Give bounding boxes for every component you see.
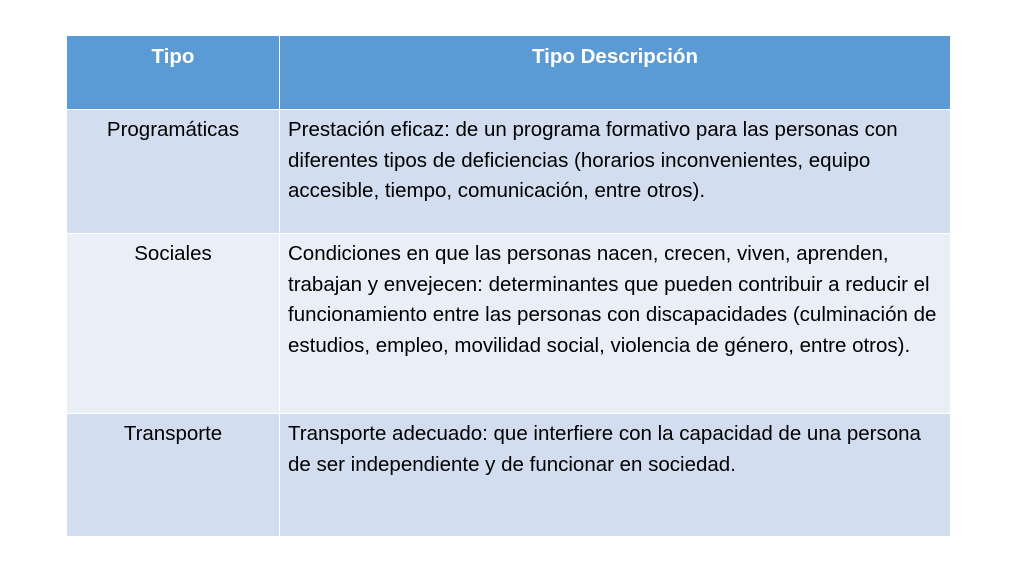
table-row — [67, 414, 951, 537]
row-description-cell: Transporte adecuado: que interfiere con la capacidad de una persona de ser independiente y de funcionar en sociedad. — [280, 414, 951, 537]
header-description: Tipo Descripción — [280, 36, 951, 110]
table-row — [67, 234, 951, 414]
header-type: Tipo — [67, 36, 280, 110]
table-header-row — [67, 36, 951, 110]
barriers-table — [66, 35, 951, 537]
row-type-cell: Sociales — [67, 234, 280, 414]
row-type-cell: Transporte — [67, 414, 280, 537]
row-type-cell: Programáticas — [67, 110, 280, 234]
row-description-cell: Prestación eficaz: de un programa formativo para las personas con diferentes tipos de deficiencias (horarios inconvenientes, equipo accesible, tiempo, comunicación, entre otros). — [280, 110, 951, 234]
row-description-cell: Condiciones en que las personas nacen, crecen, viven, aprenden, trabajan y envejecen: determinantes que pueden contribuir a reducir el funcionamiento entre las personas con discapacidades (culminación de estudios, empleo, movilidad social, violencia de género, entre otros). — [280, 234, 951, 414]
table-row — [67, 110, 951, 234]
